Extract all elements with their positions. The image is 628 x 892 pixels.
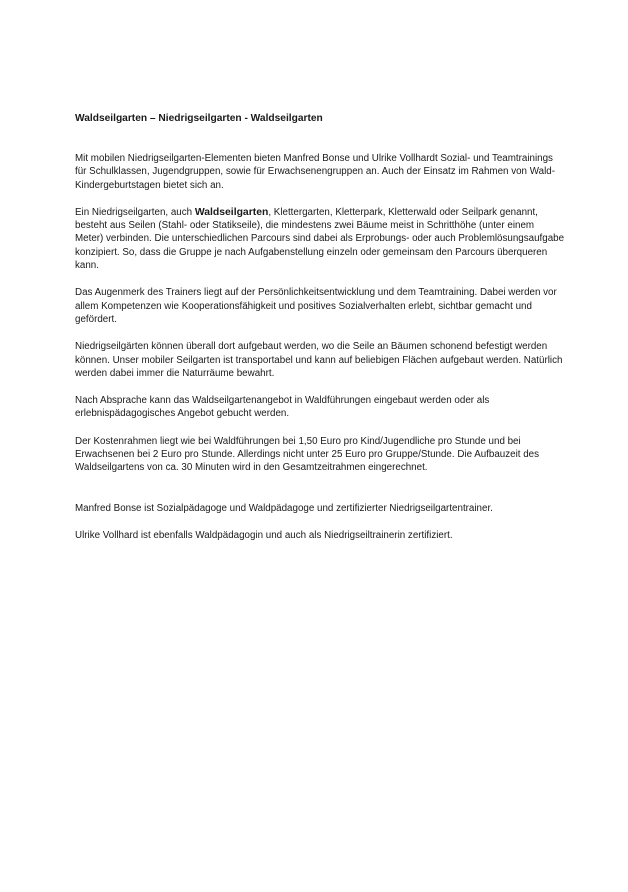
paragraph-setup: Niedrigseilgärten können überall dort aufgebaut werden, wo die Seile an Bäumen schonend befestigt werden können. Unser mobiler Seilgarten ist transportabel und kann auf beliebigen Flächen aufgebaut werden. Natürlich werden dabei immer die Naturräume bewahrt.	[75, 341, 563, 379]
paragraph-definition-pre: Ein Niedrigseilgarten, auch	[75, 206, 195, 218]
paragraph-definition-bold: Waldseilgarten	[194, 206, 269, 218]
paragraph-definition-post: , Klettergarten, Kletterpark, Kletterwald oder Seilpark genannt, besteht aus Seilen (Stahl- oder Statikseile), die mindestens zwei Bäume meist in Schritthöhe (unter einem Meter) verbinden. Die unterschiedlichen Parcours sind dabei als Erprobungs- oder auch Problemlösungsaufgabe konzipiert. So, dass die Gruppe je nach Aufgabenstellung einzeln oder gemeinsam den Parcours überqueren kann.	[75, 206, 565, 272]
paragraph-trainer-vollhard: Ulrike Vollhard ist ebenfalls Waldpädagogin und auch als Niedrigseiltrainerin zertifiziert.	[75, 529, 453, 541]
paragraph-focus: Das Augenmerk des Trainers liegt auf der Persönlichkeitsentwicklung und dem Teamtraining. Dabei werden vor allem Kompetenzen wie Kooperationsfähigkeit und positives Sozialverhalten erlebt, sichtbar gemacht und gefördert.	[75, 287, 557, 325]
document-title: Waldseilgarten – Niedrigseilgarten - Waldseilgarten	[75, 113, 323, 124]
paragraph-intro: Mit mobilen Niedrigseilgarten-Elementen bieten Manfred Bonse und Ulrike Vollhardt Sozial- und Teamtrainings für Schulklassen, Jugendgruppen, sowie für Erwachsenengruppen an. Auch der Einsatz im Rahmen von Wald-Kindergeburtstagen bietet sich an.	[75, 153, 555, 191]
paragraph-costs: Der Kostenrahmen liegt wie bei Waldführungen bei 1,50 Euro pro Kind/Jugendliche pro Stunde und bei Erwachsenen bei 2 Euro pro Stunde. Allerdings nicht unter 25 Euro pro Gruppe/Stunde. Die Aufbauzeit des Waldseilgartens von ca. 30 Minuten wird in den Gesamtzeitrahmen eingerechnet.	[75, 435, 540, 474]
document-page	[75, 112, 565, 556]
paragraph-trainer-bonse: Manfred Bonse ist Sozialpädagoge und Waldpädagoge und zertifizierter Niedrigseilgartentrainer.	[75, 502, 493, 514]
paragraph-definition	[75, 206, 565, 272]
paragraph-booking: Nach Absprache kann das Waldseilgartenangebot in Waldführungen eingebaut werden oder als erlebnispädagogisches Angebot gebucht werden.	[75, 395, 490, 420]
